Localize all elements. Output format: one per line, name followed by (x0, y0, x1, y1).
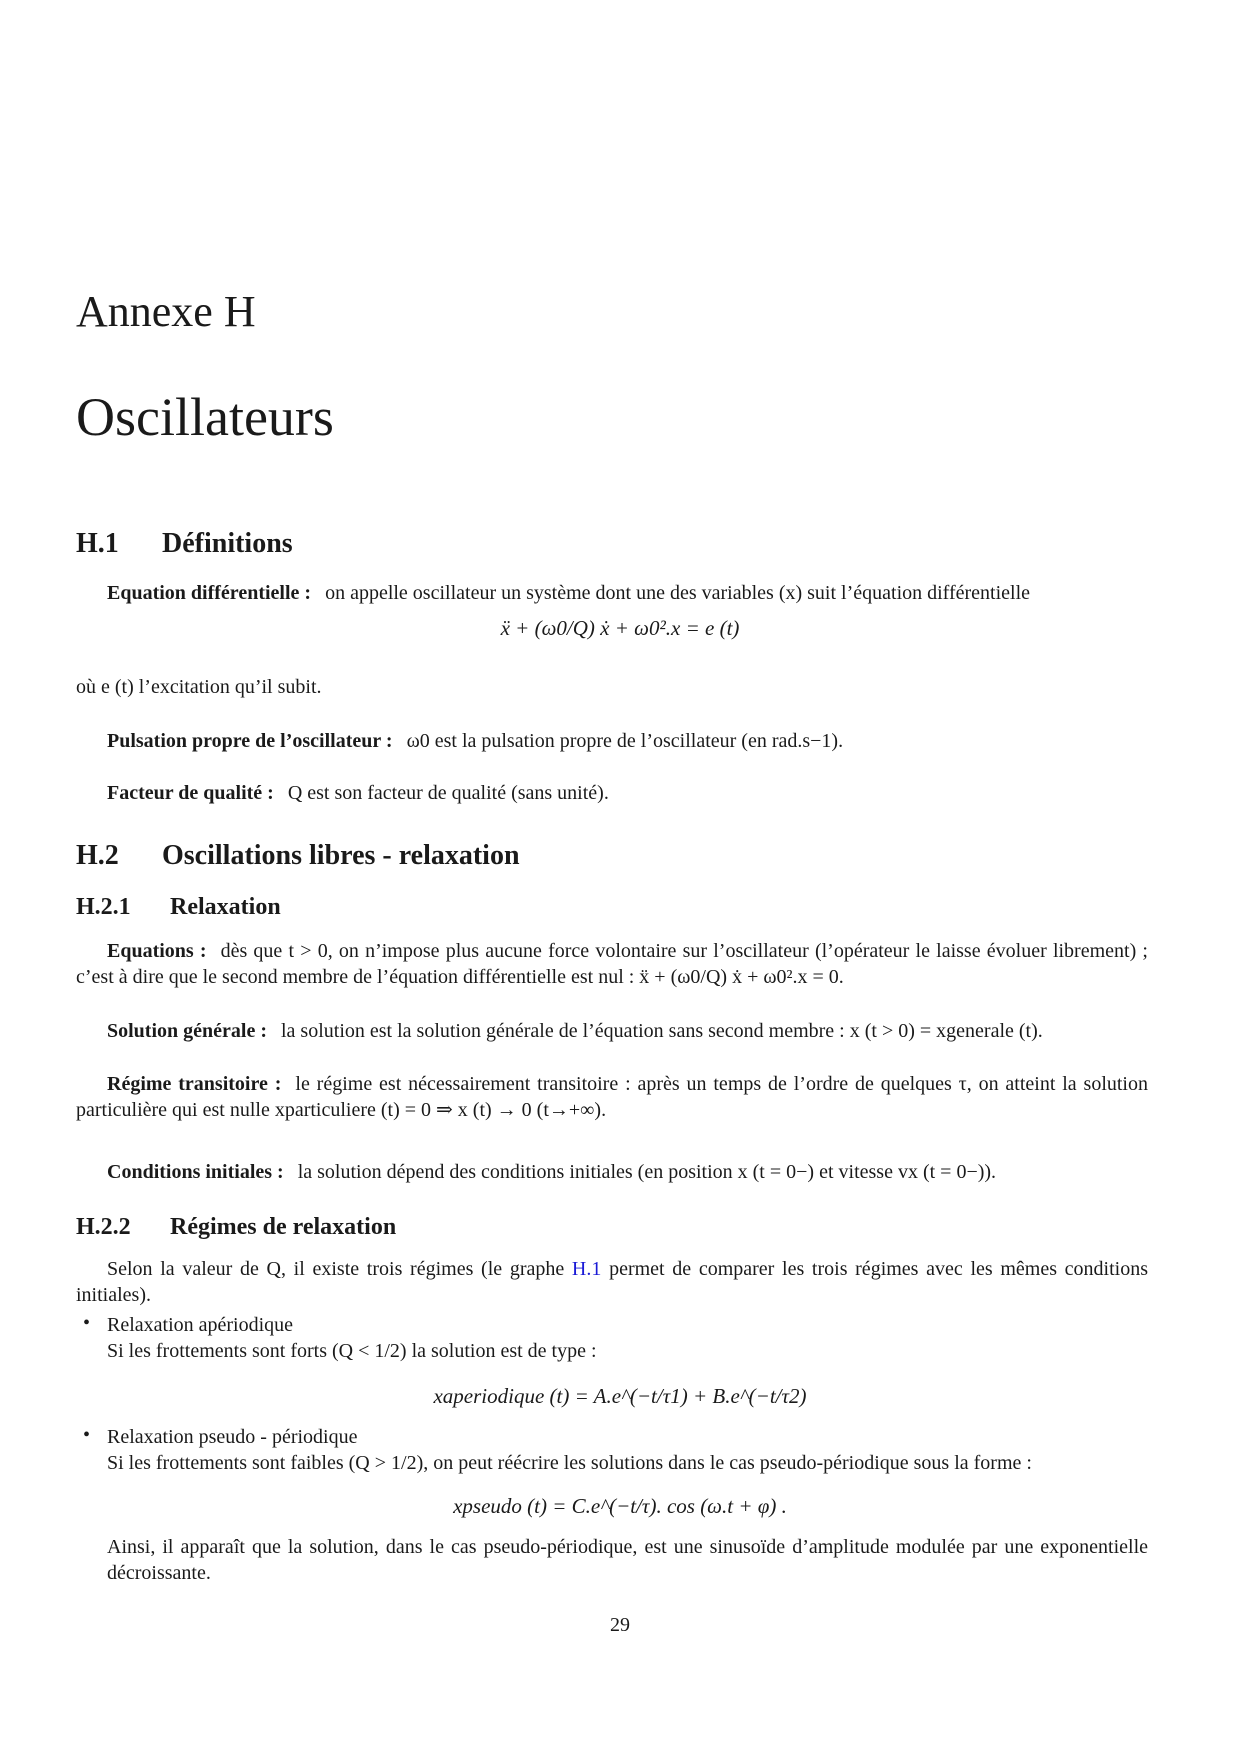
section-h1-heading (76, 528, 293, 560)
solution-label: Solution générale : (107, 1020, 267, 1042)
pulsation-text: ω0 est la pulsation propre de l’oscillateur (en rad.s−1). (406, 730, 844, 752)
section-number: H.2 (76, 840, 119, 871)
section-number: H.1 (76, 528, 119, 559)
equations-label: Equations : (107, 940, 207, 962)
aperiodic-equation: xaperiodique (t) = A.e^(−t/τ1) + B.e^(−t/τ2) (433, 1384, 807, 1408)
eqdiff-text: on appelle oscillateur un système dont une des variables (x) suit l’équation différentielle (325, 582, 1031, 604)
regime-text: le régime est nécessairement transitoire : après un temps de l’ordre de quelques τ, on atteint la solution particulière qui est nulle xparticuliere (t) = 0 ⇒ x (t) → 0 (t→+∞). (76, 1073, 1148, 1121)
solution-text: la solution est la solution générale de l’équation sans second membre : x (t > 0) = xgenerale (t). (281, 1020, 1043, 1042)
quality-paragraph (107, 780, 1148, 806)
page-number: 29 (610, 1614, 630, 1636)
eqdiff-label: Equation différentielle : (107, 582, 312, 604)
subsection-title: Relaxation (170, 894, 281, 920)
bullet-icon: • (83, 1312, 91, 1334)
pseudo-conclusion: Ainsi, il apparaît que la solution, dans le cas pseudo-périodique, est une sinusoïde d’amplitude modulée par une exponentielle décroissante. (107, 1536, 1148, 1584)
chapter-number: Annexe H (76, 287, 256, 336)
section-title: Définitions (162, 528, 293, 559)
intro-part-b: permet de comparer les trois régimes avec les mêmes conditions initiales). (76, 1258, 1149, 1306)
conditions-paragraph (107, 1159, 1148, 1185)
pulsation-paragraph (107, 728, 1148, 754)
conditions-label: Conditions initiales : (107, 1161, 284, 1183)
subsection-h21-heading (76, 894, 281, 921)
quality-label: Facteur de qualité : (107, 782, 274, 804)
figure-ref-link[interactable]: H.1 (571, 1258, 602, 1280)
eqdiff-paragraph (76, 580, 1148, 606)
conditions-text: la solution dépend des conditions initiales (en position x (t = 0−) et vitesse vx (t = 0−)). (297, 1161, 997, 1183)
main-equation: ẍ + (ω0/Q) ẋ + ω0².x = e (t) (500, 616, 740, 640)
pseudo-title: Relaxation pseudo - périodique (107, 1426, 358, 1448)
pseudo-text: Si les frottements sont faibles (Q > 1/2), on peut réécrire les solutions dans le cas pseudo-périodique sous la forme : (107, 1452, 1032, 1474)
regime-paragraph (76, 1071, 1148, 1123)
section-title: Oscillations libres - relaxation (162, 840, 520, 871)
pulsation-label: Pulsation propre de l’oscillateur : (107, 730, 393, 752)
regime-label: Régime transitoire : (107, 1073, 282, 1095)
regimes-intro (76, 1256, 1148, 1308)
subsection-number: H.2.1 (76, 894, 131, 920)
excitation-text: où e (t) l’excitation qu’il subit. (76, 676, 322, 698)
pseudo-equation: xpseudo (t) = C.e^(−t/τ). cos (ω.t + φ) . (453, 1494, 787, 1518)
solution-paragraph (107, 1018, 1148, 1044)
intro-part-a: Selon la valeur de Q, il existe trois régimes (le graphe (107, 1258, 565, 1280)
equations-paragraph (76, 938, 1148, 990)
aperiodic-text: Si les frottements sont forts (Q < 1/2) la solution est de type : (107, 1340, 597, 1362)
subsection-title: Régimes de relaxation (170, 1214, 397, 1240)
section-h2-heading (76, 840, 520, 872)
aperiodic-title: Relaxation apériodique (107, 1314, 294, 1336)
subsection-number: H.2.2 (76, 1214, 131, 1240)
equations-text: dès que t > 0, on n’impose plus aucune force volontaire sur l’oscillateur (l’opérateur le laisse évoluer librement) ; c’est à dire que le second membre de l’équation différentielle est nul : ẍ + (ω0/Q) ẋ + ω0².x = 0. (76, 940, 1148, 988)
chapter-title: Oscillateurs (76, 387, 334, 447)
bullet-icon: • (83, 1424, 91, 1446)
quality-text: Q est son facteur de qualité (sans unité). (287, 782, 609, 804)
subsection-h22-heading (76, 1214, 396, 1241)
